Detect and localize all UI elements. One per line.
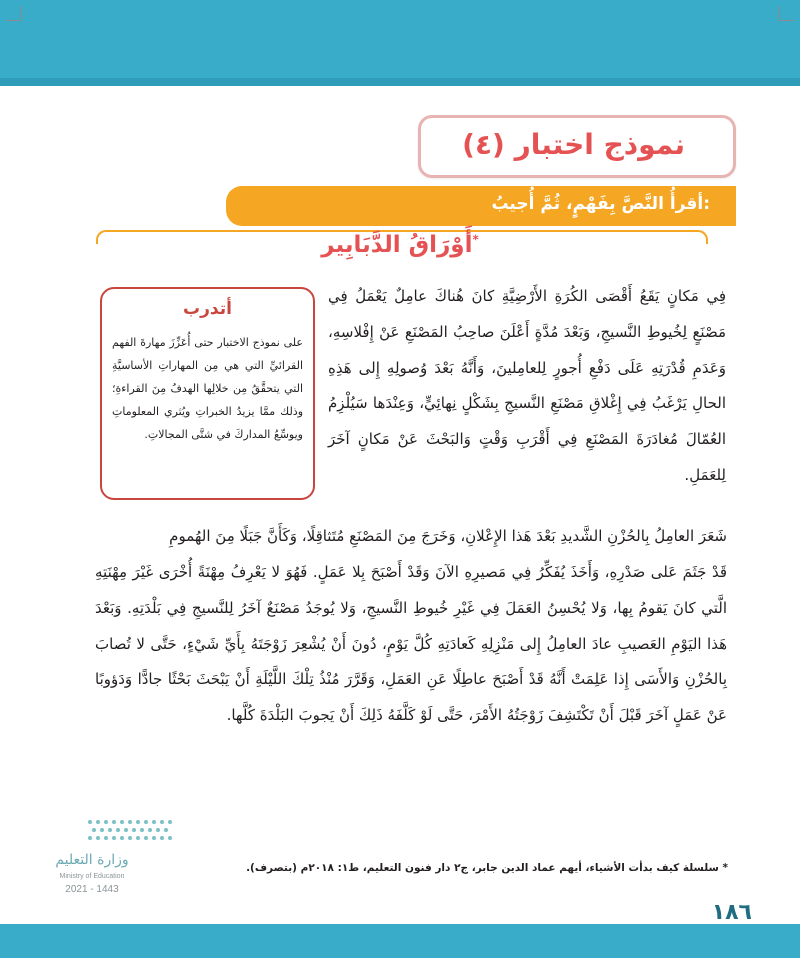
passage-paragraph-2: شَعَرَ العامِلُ بِالحُزْنِ الشَّديدِ بَعْدَ هَذا الإِعْلانِ، وَخَرَجَ مِنَ المَصْنَعِ مُتَثاقِلًا، وَكَأَنَّ جَبَلًا مِنَ الهُمومِ — [169, 527, 727, 545]
passage-title-marker: * — [472, 232, 479, 247]
crop-mark-top-right — [779, 6, 794, 21]
sidebar-title: أتدرب — [183, 299, 232, 319]
practice-sidebar — [100, 287, 315, 500]
instruction-text: أقرأُ النَّصَّ بِفَهْمٍ، ثُمَّ أُجيبُ: — [491, 194, 710, 214]
top-decorative-band — [0, 0, 800, 86]
ministry-logo-icon — [80, 816, 180, 846]
passage-paragraph-3: قَدْ جَثَمَ عَلى صَدْرِهِ، وَأَخَذَ يُفَكِّرُ فِي مَصيرِهِ الآنَ وَقَدْ أَصْبَحَ بِلا عَمَلٍ. فَهُوَ لا يَعْرِفُ مِهْنَةً أُخْرَى غَيْرَ مِهْنَتِهِ الَّتي كانَ يَقومُ بِها، وَلا يُحْسِنُ العَمَلَ فِي غَيْرِ خُيوطِ النَّسيجِ، وَلا يُوجَدُ مَصْنَعٌ آخَرُ لِلنَّسيجِ فِي بَلْدَتِهِ. وَبَعْدَ هَذا اليَوْمِ العَصيبِ عادَ العامِلُ إِلى مَنْزِلِهِ كَعادَتِهِ كُلَّ يَوْمٍ، دُونَ أَنْ يُشْعِرَ زَوْجَتَهُ بِأَيِّ شَيْءٍ، حَتَّى لا تُصابَ بِالحُزْنِ وَالأَسَى إِذا عَلِمَتْ أَنَّهُ قَدْ أَصْبَحَ عاطِلًا عَنِ العَمَلِ، وَقَرَّرَ مُنْذُ تِلْكَ اللَّيْلَةِ أَنْ يَبْحَثَ بَحْثًا جادًّا وَدَؤوبًا عَنْ عَمَلٍ آخَرَ قَبْلَ أَنْ تَكْتَشِفَ زَوْجَتُهُ الأَمْرَ، حَتَّى لَوْ كَلَّفَهُ ذَلِكَ أَنْ يَجوبَ البَلْدَةَ كُلَّها. — [95, 563, 727, 725]
page-number-box — [660, 898, 800, 928]
exam-title: نموذج اختبار (٤) — [462, 128, 685, 161]
passage-title-text: أَوْرَاقُ الدَّبَابِير — [321, 232, 473, 258]
ministry-name-arabic: وزارة التعليم — [55, 852, 129, 868]
page-number: ١٨٦ — [711, 900, 752, 925]
ministry-name-english: Ministry of Education — [59, 873, 125, 880]
passage-paragraph-1: فِي مَكانٍ يَقَعُ أَقْصَى الكُرَةِ الأَرْضِيَّةِ كانَ هُناكَ عامِلٌ يَعْمَلُ فِي مَصْنَعٍ لِخُيوطِ النَّسيجِ، وَبَعْدَ مُدَّةٍ أَعْلَنَ صاحِبُ المَصْنَعِ عَنْ إِفْلاسِهِ، وَعَدَمِ قُدْرَتِهِ عَلَى دَفْعِ أُجورٍ لِلعامِلينَ، وَأَنَّهُ بَعْدَ وُصولِهِ إِلى هَذِهِ الحالِ يَرْغَبُ فِي إِغْلاقِ مَصْنَعِ النَّسيجِ بِشَكْلٍ نِهائِيٍّ، وَعِنْدَها سَيُلْزِمُ العُمّالَ مُغادَرَةَ المَصْنَعِ فِي أَقْرَبِ وَقْتٍ وَالبَحْثَ عَنْ مَكانٍ آخَرَ لِلعَمَلِ. — [328, 287, 726, 484]
source-footnote: * سلسلة كيف بدأت الأشياء، أيهم عماد الدين جابر، ج٢ دار فنون التعليم، ط١: ٢٠١٨م (بتصرف). — [246, 862, 728, 874]
bottom-decorative-band — [0, 924, 800, 958]
ministry-year: 2021 - 1443 — [65, 884, 119, 895]
exam-title-frame — [418, 115, 736, 178]
instruction-bar — [226, 186, 736, 226]
sidebar-text: على نموذج الاختبار حتى أُعَزِّزَ مهارةَ الفهم القرائيِّ التي هي مِن المهاراتِ الأساسيَّةِ التي يتحقَّقُ مِن خلالِها الهدفُ مِنَ القراءةِ؛ وذلك ممَّا يزيدُ الخبراتِ ويُثري المعلوماتِ ويوسِّعُ المداركَ في شتَّى المجالاتِ. — [112, 336, 303, 441]
crop-mark-top-left — [6, 6, 21, 21]
passage-title — [300, 232, 500, 258]
